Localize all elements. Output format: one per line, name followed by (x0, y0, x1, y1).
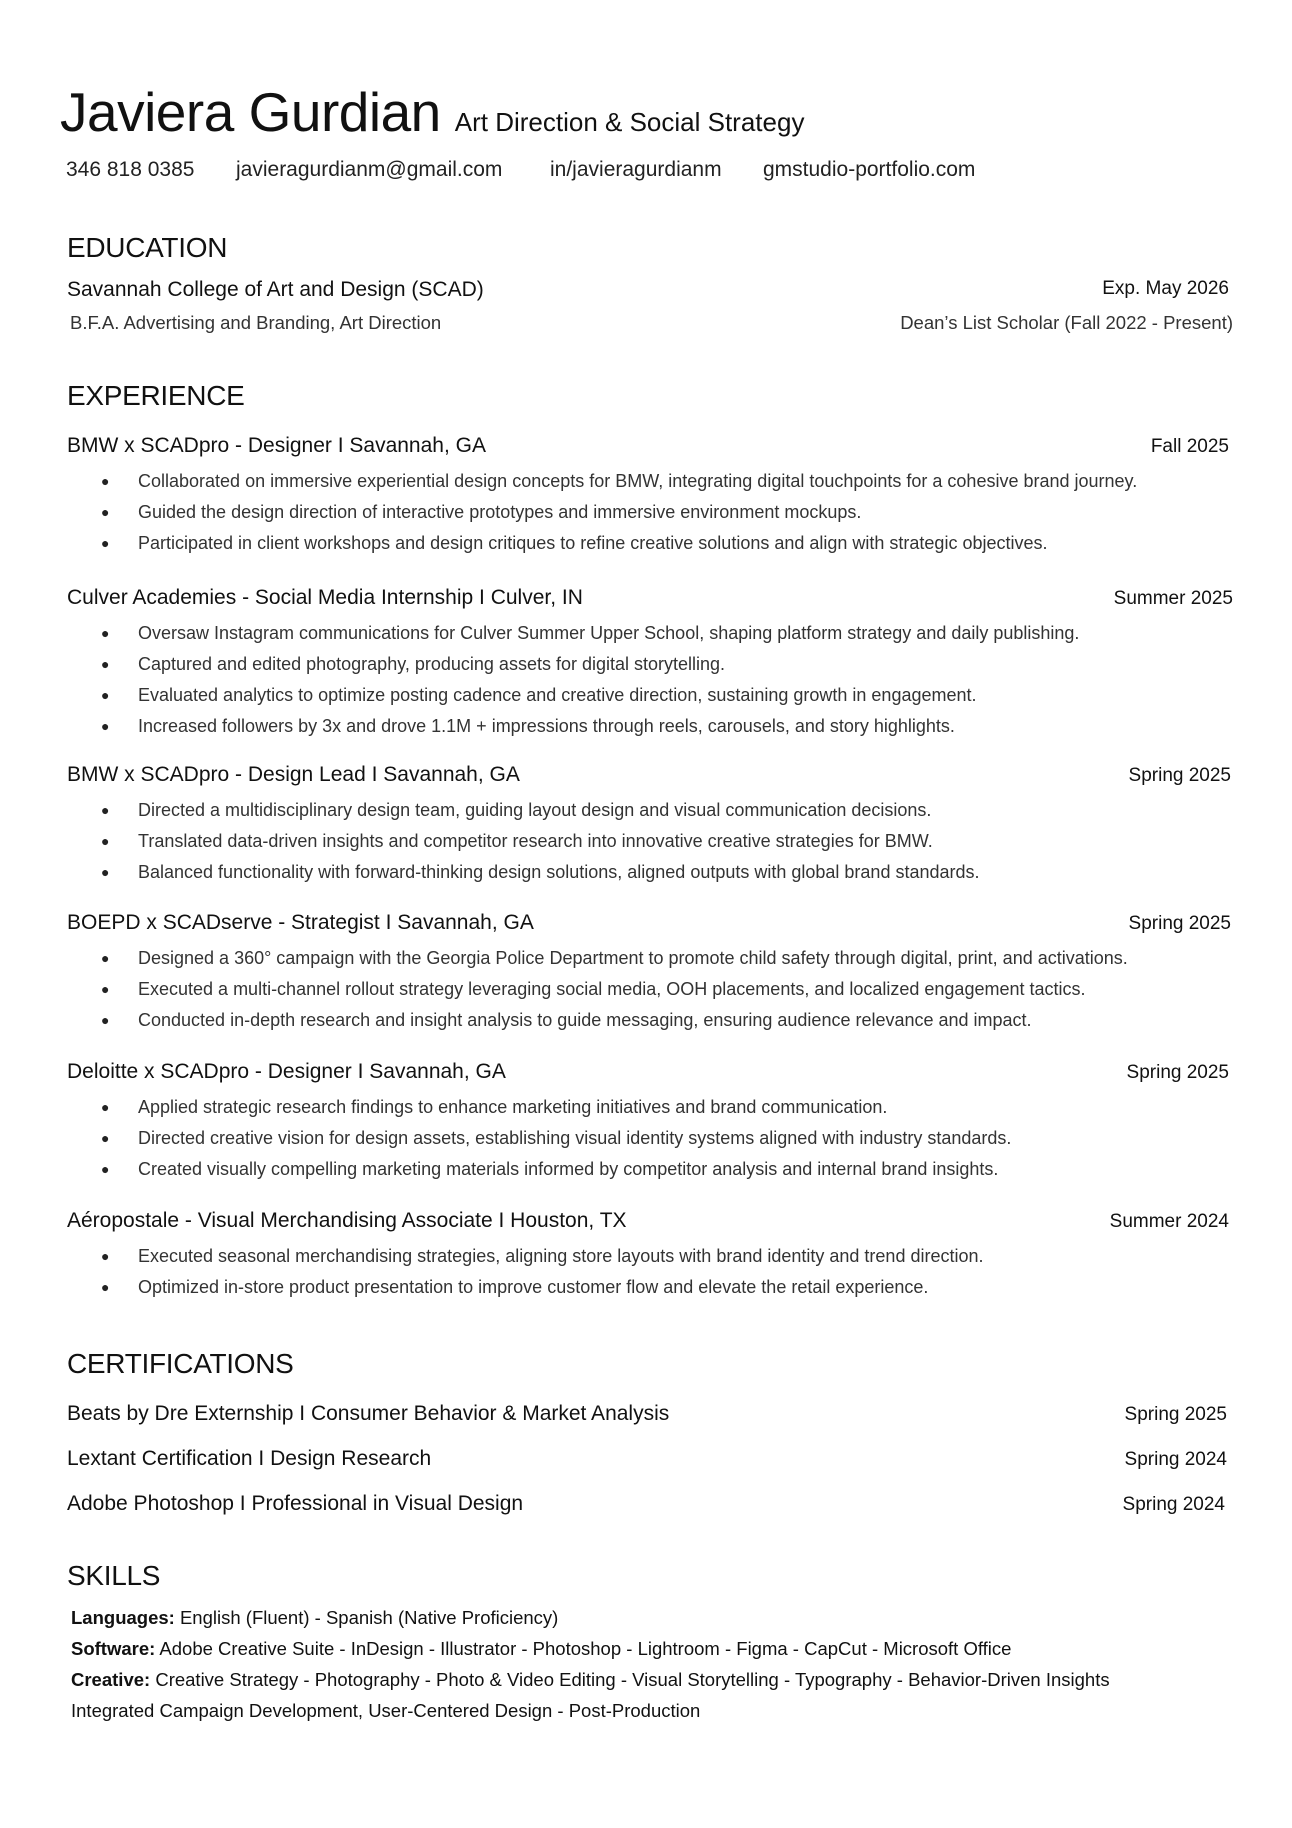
certification-title: Adobe Photoshop I Professional in Visual Design (67, 1492, 524, 1515)
bullet-icon: ● (101, 833, 110, 849)
experience-heading: EXPERIENCE (67, 380, 245, 411)
bullet-icon: ● (101, 473, 110, 489)
certification-row (67, 1492, 1227, 1522)
bullet-icon: ● (101, 864, 110, 880)
job-bullet: ● Directed a multidisciplinary design team, guiding layout design and visual communication decisions. (101, 800, 932, 820)
job-entry (67, 434, 1233, 563)
job-bullet: ● Translated data-driven insights and competitor research into innovative creative strategies for BMW. (101, 831, 933, 851)
bullet-icon: ● (101, 950, 110, 966)
certification-title: Beats by Dre Externship I Consumer Behavior & Market Analysis (67, 1402, 670, 1425)
contact-line (66, 158, 975, 182)
skills-creative: Creative: Creative Strategy - Photography - Photo & Video Editing - Visual Storytelling - Typography - Behavior-Driven Insights (71, 1669, 1110, 1690)
job-date: Summer 2025 (1113, 588, 1233, 609)
job-bullet: ● Guided the design direction of interactive prototypes and immersive environment mockups. (101, 502, 862, 522)
job-title: BMW x SCADpro - Design Lead I Savannah, GA (67, 763, 520, 786)
education-school: Savannah College of Art and Design (SCAD) (67, 278, 484, 301)
job-title: Culver Academies - Social Media Internship I Culver, IN (67, 586, 583, 609)
job-title: BMW x SCADpro - Designer I Savannah, GA (67, 434, 486, 457)
skills-block (71, 1606, 1261, 1730)
certification-title: Lextant Certification I Design Research (67, 1447, 432, 1470)
job-bullet: ● Directed creative vision for design assets, establishing visual identity systems aligned with industry standards. (101, 1128, 1012, 1148)
resume-header (60, 80, 804, 144)
job-date: Spring 2025 (1128, 765, 1231, 786)
job-bullet: ● Evaluated analytics to optimize posting cadence and creative direction, sustaining growth in engagement. (101, 685, 977, 705)
certification-date: Spring 2025 (1124, 1404, 1227, 1425)
candidate-name: Javiera Gurdian (60, 81, 441, 143)
education-heading: EDUCATION (67, 232, 228, 263)
skills-heading: SKILLS (67, 1560, 161, 1591)
education-degree: B.F.A. Advertising and Branding, Art Direction (70, 312, 442, 333)
education-school-row (67, 278, 1233, 308)
job-title: Aéropostale - Visual Merchandising Associate I Houston, TX (67, 1209, 627, 1232)
skills-languages: Languages: English (Fluent) - Spanish (Native Proficiency) (71, 1607, 559, 1628)
job-date: Fall 2025 (1150, 436, 1229, 457)
job-entry (67, 911, 1233, 1040)
job-bullet: ● Executed seasonal merchandising strategies, aligning store layouts with brand identity and trend direction. (101, 1246, 984, 1266)
bullet-icon: ● (101, 1248, 110, 1264)
certification-date: Spring 2024 (1124, 1449, 1227, 1470)
job-bullet: ● Participated in client workshops and design critiques to refine creative solutions and align with strategic objectives. (101, 533, 1048, 553)
job-bullet: ● Executed a multi-channel rollout strategy leveraging social media, OOH placements, and localized engagement tactics. (101, 979, 1086, 999)
bullet-icon: ● (101, 687, 110, 703)
job-bullet: ● Conducted in-depth research and insight analysis to guide messaging, ensuring audience relevance and impact. (101, 1010, 1032, 1030)
certification-date: Spring 2024 (1122, 1494, 1225, 1515)
job-entry (67, 1060, 1233, 1189)
bullet-icon: ● (101, 1279, 110, 1295)
job-entry (67, 586, 1233, 746)
job-date: Spring 2025 (1126, 1062, 1229, 1083)
job-bullet: ● Captured and edited photography, producing assets for digital storytelling. (101, 654, 726, 674)
bullet-icon: ● (101, 802, 110, 818)
bullet-icon: ● (101, 1161, 110, 1177)
job-bullet: ● Collaborated on immersive experiential design concepts for BMW, integrating digital touchpoints for a cohesive brand journey. (101, 471, 1138, 491)
job-date: Spring 2025 (1128, 913, 1231, 934)
bullet-icon: ● (101, 625, 110, 641)
job-bullet: ● Balanced functionality with forward-thinking design solutions, aligned outputs with global brand standards. (101, 862, 980, 882)
education-degree-row (67, 312, 1233, 342)
bullet-icon: ● (101, 656, 110, 672)
certification-row (67, 1402, 1227, 1432)
contact-email[interactable]: javieragurdianm@gmail.com (236, 158, 503, 181)
bullet-icon: ● (101, 718, 110, 734)
skills-software: Software: Adobe Creative Suite - InDesign - Illustrator - Photoshop - Lightroom - Figma - CapCut - Microsoft Office (71, 1638, 1012, 1659)
education-date: Exp. May 2026 (1102, 278, 1229, 299)
job-entry (67, 763, 1233, 892)
bullet-icon: ● (101, 1012, 110, 1028)
job-date: Summer 2024 (1109, 1211, 1229, 1232)
contact-phone: 346 818 0385 (66, 158, 195, 181)
job-bullet: ● Increased followers by 3x and drove 1.1M + impressions through reels, carousels, and story highlights. (101, 716, 955, 736)
certifications-heading: CERTIFICATIONS (67, 1348, 294, 1379)
bullet-icon: ● (101, 535, 110, 551)
job-bullet: ● Created visually compelling marketing materials informed by competitor analysis and internal brand insights. (101, 1159, 999, 1179)
job-bullet: ● Designed a 360° campaign with the Georgia Police Department to promote child safety through digital, print, and activations. (101, 948, 1128, 968)
job-bullet: ● Optimized in-store product presentation to improve customer flow and elevate the retail experience. (101, 1277, 929, 1297)
job-bullet: ● Oversaw Instagram communications for Culver Summer Upper School, shaping platform strategy and daily publishing. (101, 623, 1080, 643)
job-title: BOEPD x SCADserve - Strategist I Savannah, GA (67, 911, 534, 934)
bullet-icon: ● (101, 1130, 110, 1146)
certification-row (67, 1447, 1227, 1477)
candidate-tagline: Art Direction & Social Strategy (454, 107, 805, 137)
bullet-icon: ● (101, 981, 110, 997)
bullet-icon: ● (101, 1099, 110, 1115)
job-entry (67, 1209, 1233, 1307)
education-honor: Dean’s List Scholar (Fall 2022 - Present) (900, 312, 1233, 333)
contact-portfolio[interactable]: gmstudio-portfolio.com (763, 158, 976, 181)
skills-creative-continued: Integrated Campaign Development, User-Centered Design - Post-Production (71, 1700, 701, 1721)
job-title: Deloitte x SCADpro - Designer I Savannah, GA (67, 1060, 506, 1083)
bullet-icon: ● (101, 504, 110, 520)
job-bullet: ● Applied strategic research findings to enhance marketing initiatives and brand communication. (101, 1097, 888, 1117)
contact-linkedin[interactable]: in/javieragurdianm (550, 158, 722, 181)
